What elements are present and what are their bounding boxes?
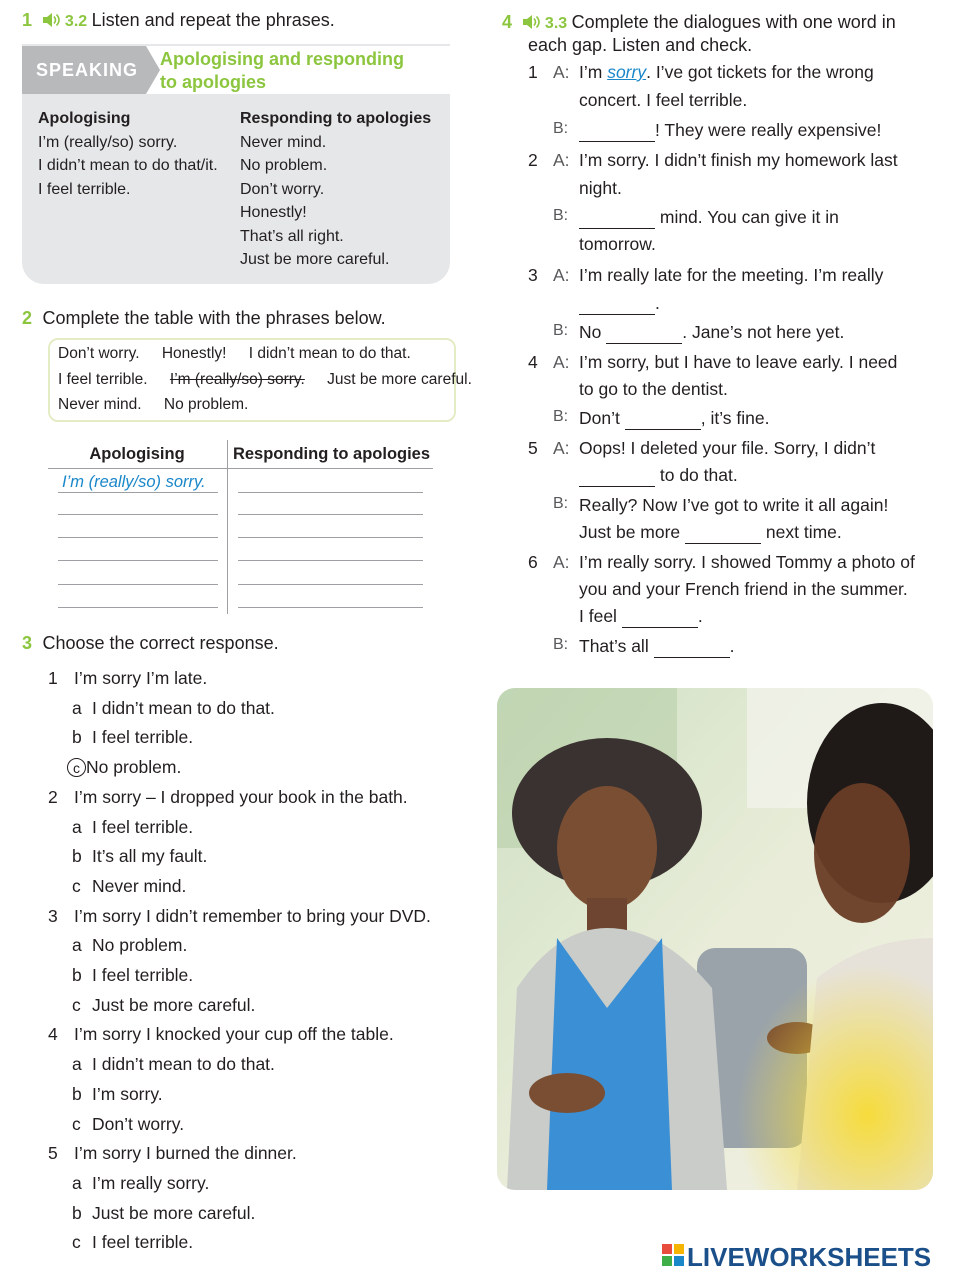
answer-gap[interactable] — [579, 465, 655, 487]
example-answer: sorry — [607, 62, 647, 82]
option-b[interactable]: b I’m sorry. — [72, 1083, 163, 1104]
dialogue-line: I’m really sorry. I showed Tommy a photo of — [579, 552, 915, 572]
question: 2 I’m sorry – I dropped your book in the bath. — [48, 786, 408, 807]
speaking-label: SPEAKING — [22, 46, 146, 94]
dialogue-line: I’m sorry, but I have to leave early. I need — [579, 352, 898, 372]
ex2-instruction: Complete the table with the phrases below. — [42, 308, 386, 328]
dialogue-line: I’m really late for the meeting. I’m really — [579, 265, 884, 285]
dialogue-line: I feel . — [579, 606, 703, 626]
word-chip: Never mind. — [58, 396, 142, 413]
speaking-box-title — [160, 48, 404, 94]
option-c[interactable]: c Don’t worry. — [72, 1113, 185, 1134]
speaking-arrow — [146, 46, 160, 94]
dialogue-number: 1 — [528, 62, 538, 82]
table-answer-line[interactable] — [238, 514, 423, 515]
table-answer-line[interactable] — [238, 537, 423, 538]
speaker-a: A: — [553, 62, 570, 82]
speaker-b: B: — [553, 408, 569, 425]
responding-phrase: Honestly! — [240, 204, 307, 221]
dialogue-number: 3 — [528, 265, 538, 285]
ex4-instruction-line2: each gap. Listen and check. — [528, 35, 753, 55]
ex1-number: 1 — [22, 10, 33, 30]
table-answer-line[interactable] — [58, 584, 218, 585]
table-column-divider — [227, 440, 228, 614]
ex3-instruction: Choose the correct response. — [42, 633, 279, 653]
ex1-track: 3.2 — [64, 13, 88, 30]
word-chip: Don’t worry. — [58, 345, 140, 362]
table-answer-line[interactable] — [58, 492, 218, 493]
table-head-apologising: Apologising — [89, 445, 185, 463]
word-chip: I feel terrible. — [58, 371, 148, 388]
answer-gap[interactable] — [579, 120, 655, 142]
table-answer-line[interactable] — [58, 537, 218, 538]
answer-circle: c — [67, 758, 86, 777]
ex4-track: 3.3 — [544, 15, 568, 32]
option-c[interactable]: c I feel terrible. — [72, 1232, 194, 1253]
word-box-row3 — [58, 396, 248, 414]
speaking-title-line1: Apologising and responding — [160, 49, 404, 69]
responding-phrase: That’s all right. — [240, 227, 344, 245]
answer-gap[interactable] — [579, 293, 655, 315]
word-box-row2 — [58, 371, 472, 389]
speaker-b: B: — [553, 495, 569, 512]
question: 1 I’m sorry I’m late. — [48, 668, 208, 688]
liveworksheets-logo — [660, 1236, 960, 1281]
option-b[interactable]: b It’s all my fault. — [72, 846, 208, 867]
table-answer-line[interactable] — [238, 492, 423, 493]
dialogue-line: to do that. — [579, 465, 738, 487]
audio-speaker-icon[interactable] — [42, 12, 60, 28]
table-answer-line[interactable] — [238, 584, 423, 585]
dialogue-line: ! They were really expensive! — [579, 120, 881, 142]
ex4-instruction-line1: Complete the dialogues with one word in — [571, 12, 896, 32]
dialogue-number: 5 — [528, 438, 538, 458]
apologising-phrase: I’m (really/so) sorry. — [38, 133, 178, 151]
photo-two-women-talking — [497, 688, 933, 1190]
question: 4 I’m sorry I knocked your cup off the table. — [48, 1024, 394, 1045]
speaker-a: A: — [553, 150, 570, 170]
dialogue-line: . — [579, 293, 660, 315]
dialogue-line: I’m sorry. I’ve got tickets for the wrong — [579, 62, 874, 82]
dialogue-line: That’s all . — [579, 636, 735, 656]
answer-gap[interactable] — [654, 636, 730, 658]
speaking-title-line2: to apologies — [160, 72, 267, 92]
dialogue-line: I’m sorry. I didn’t finish my homework last — [579, 150, 898, 170]
responding-phrase: Never mind. — [240, 133, 327, 151]
table-answer-line[interactable] — [58, 607, 218, 608]
dialogue-line: tomorrow. — [579, 234, 656, 254]
apologising-phrase: I feel terrible. — [38, 180, 131, 198]
answer-gap[interactable] — [579, 207, 655, 229]
question: 5 I’m sorry I burned the dinner. — [48, 1143, 297, 1164]
ex1-heading — [22, 10, 335, 31]
apologising-phrase: I didn’t mean to do that/it. — [38, 157, 218, 174]
word-box-row1 — [58, 345, 411, 363]
word-chip-used: I’m (really/so) sorry. — [169, 371, 305, 388]
option-b[interactable]: b I feel terrible. — [72, 965, 194, 986]
apologising-column — [38, 107, 218, 201]
ex4-number: 4 — [502, 12, 513, 32]
responding-column — [240, 107, 431, 272]
dialogue-line: to go to the dentist. — [579, 379, 728, 399]
dialogue-line: concert. I feel terrible. — [579, 90, 748, 110]
word-chip: Honestly! — [161, 345, 227, 362]
table-answer-line[interactable] — [58, 560, 218, 561]
responding-phrase: No problem. — [240, 157, 328, 174]
ex3-heading — [22, 633, 279, 654]
dialogue-line: night. — [579, 178, 622, 198]
dialogue-line: Really? Now I’ve got to write it all again! — [579, 495, 889, 515]
responding-phrase: Don’t worry. — [240, 180, 325, 198]
option-a[interactable]: a I didn’t mean to do that. — [72, 1054, 275, 1075]
dialogue-number: 6 — [528, 552, 538, 572]
dialogue-line: mind. You can give it in — [579, 207, 839, 229]
speaker-a: A: — [553, 265, 570, 285]
option-b[interactable]: b Just be more careful. — [72, 1202, 256, 1223]
speaker-a: A: — [553, 552, 570, 572]
speaker-a: A: — [553, 352, 570, 372]
table-answer-line[interactable] — [58, 514, 218, 515]
responding-phrase: Just be more careful. — [240, 251, 390, 268]
speaker-b: B: — [553, 120, 569, 137]
option-c[interactable]: c Just be more careful. — [72, 994, 256, 1015]
apologising-column-head: Apologising — [38, 110, 131, 127]
option-a[interactable]: a I feel terrible. — [72, 816, 194, 837]
speaker-b: B: — [553, 207, 569, 224]
answer-gap[interactable] — [625, 408, 701, 430]
question: 3 I’m sorry I didn’t remember to bring your DVD. — [48, 905, 431, 926]
speaker-a: A: — [553, 438, 570, 458]
speaker-b: B: — [553, 322, 569, 339]
responding-column-head: Responding to apologies — [240, 110, 432, 127]
dialogue-line: you and your French friend in the summer. — [579, 579, 908, 599]
table-head-responding: Responding to apologies — [232, 445, 431, 463]
ex4-heading — [502, 10, 896, 36]
phrase-table — [48, 440, 433, 614]
table-answer-line[interactable] — [238, 607, 423, 608]
option-c[interactable]: c Never mind. — [72, 875, 187, 896]
answer-gap[interactable] — [622, 606, 698, 628]
dialogue-number: 2 — [528, 150, 538, 170]
dialogue-line: Don’t , it’s fine. — [579, 408, 770, 428]
table-header-rule — [48, 468, 433, 469]
logo-wordmark: LIVEWORKSHEETS — [687, 1242, 932, 1272]
ex1-instruction: Listen and repeat the phrases. — [91, 10, 335, 30]
dialogue-line: Oops! I deleted your file. Sorry, I didn’t — [579, 438, 876, 458]
table-answer-line[interactable] — [238, 560, 423, 561]
word-chip: Just be more careful. — [327, 371, 472, 388]
audio-speaker-icon[interactable] — [522, 14, 540, 30]
ex2-heading — [22, 308, 386, 329]
answer-gap[interactable] — [606, 322, 682, 344]
option-b[interactable]: b I feel terrible. — [72, 727, 194, 748]
dialogue-line: Just be more next time. — [579, 522, 842, 542]
option-c-selected[interactable]: c No problem. — [48, 753, 431, 783]
dialogue-line: No . Jane’s not here yet. — [579, 322, 845, 342]
ex3-number: 3 — [22, 633, 33, 653]
option-a[interactable]: a I didn’t mean to do that. — [72, 697, 275, 718]
answer-gap[interactable] — [685, 522, 761, 544]
ex3-questions — [48, 664, 431, 1258]
option-a[interactable]: a No problem. — [72, 935, 188, 956]
option-a[interactable]: a I’m really sorry. — [72, 1172, 210, 1193]
word-chip: I didn’t mean to do that. — [248, 345, 411, 362]
dialogue-number: 4 — [528, 352, 538, 372]
speaker-b: B: — [553, 636, 569, 653]
ex2-number: 2 — [22, 308, 33, 328]
table-example-answer: I’m (really/so) sorry. — [62, 473, 206, 491]
word-chip: No problem. — [163, 396, 249, 413]
